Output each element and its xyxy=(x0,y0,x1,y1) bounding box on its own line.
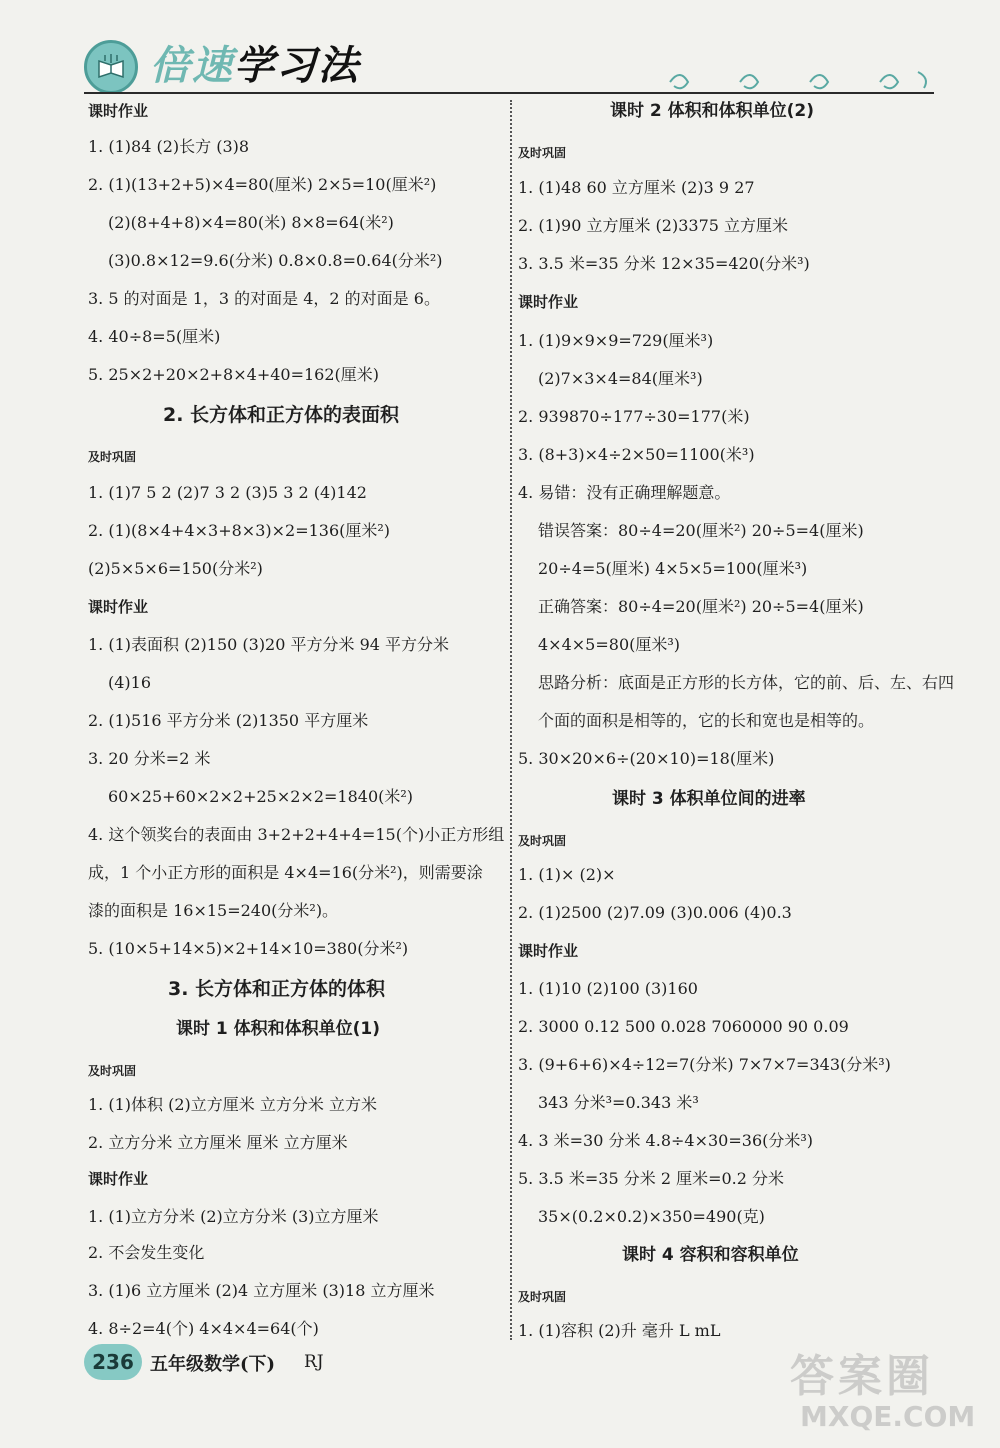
left-section-heading: 2. 长方体和正方体的表面积 xyxy=(163,404,400,426)
left-answer-line: 5. (10×5+14×5)×2+14×10=380(分米²) xyxy=(88,939,409,958)
right-answer-line: 4×4×5=80(厘米³) xyxy=(538,635,681,654)
brand-title xyxy=(150,34,360,91)
right-task-label: 课时作业 xyxy=(518,942,579,960)
right-answer-line: 20÷4=5(厘米) 4×5×5=100(厘米³) xyxy=(538,559,808,578)
right-answer-line: 3. (9+6+6)×4÷12=7(分米) 7×7×7=343(分米³) xyxy=(518,1055,891,1074)
brand-part1: 倍速 xyxy=(150,43,234,89)
right-answer-line: 35×(0.2×0.2)×350=490(克) xyxy=(538,1207,765,1226)
left-subsection-label: 及时巩固 xyxy=(88,1064,137,1078)
left-task-label: 课时作业 xyxy=(88,598,149,616)
page-header xyxy=(0,0,1000,100)
right-answer-line: 1. (1)× (2)× xyxy=(518,865,616,884)
right-section-heading: 课时 3 体积单位间的进率 xyxy=(612,789,806,809)
left-answer-line: (2)5×5×6=150(分米²) xyxy=(88,559,263,578)
watermark xyxy=(790,1340,990,1440)
left-answer-line: 3. 5 的对面是 1，3 的对面是 4，2 的对面是 6。 xyxy=(88,289,440,308)
left-section-heading: 课时 1 体积和体积单位(1) xyxy=(176,1019,381,1039)
right-answer-line: 3. 3.5 米=35 分米 12×35=420(分米³) xyxy=(518,254,810,273)
right-answer-line: 错误答案：80÷4=20(厘米²) 20÷5=4(厘米) xyxy=(538,521,864,540)
right-answer-line: (2)7×3×4=84(厘米³) xyxy=(538,369,703,388)
left-task-label: 课时作业 xyxy=(88,102,149,120)
watermark-title: 答案圈 xyxy=(790,1351,934,1402)
left-subsection-label: 及时巩固 xyxy=(88,450,137,464)
right-answer-line: 3. (8+3)×4÷2×50=1100(米³) xyxy=(518,445,755,464)
left-task-label: 课时作业 xyxy=(88,1170,149,1188)
right-answer-line: 5. 30×20×6÷(20×10)=18(厘米) xyxy=(518,749,775,768)
left-answer-line: 2. (1)(8×4+4×3+8×3)×2=136(厘米²) xyxy=(88,521,391,540)
left-answer-line: 2. 不会发生变化 xyxy=(88,1243,205,1262)
header-rule xyxy=(84,92,934,94)
left-answer-line: 漆的面积是 16×15=240(分米²)。 xyxy=(88,901,339,920)
left-answer-line: 1. (1)7 5 2 (2)7 3 2 (3)5 3 2 (4)142 xyxy=(88,483,367,502)
right-task-label: 课时作业 xyxy=(518,293,579,311)
edition-label: RJ xyxy=(304,1352,324,1372)
right-subsection-label: 及时巩固 xyxy=(518,834,567,848)
right-answer-line: 2. (1)90 立方厘米 (2)3375 立方厘米 xyxy=(518,216,789,235)
left-answer-line: 1. (1)体积 (2)立方厘米 立方分米 立方米 xyxy=(88,1095,377,1114)
left-answer-line: 2. (1)516 平方分米 (2)1350 平方厘米 xyxy=(88,711,369,730)
right-answer-line: 2. (1)2500 (2)7.09 (3)0.006 (4)0.3 xyxy=(518,903,792,922)
left-answer-line: 4. 40÷8=5(厘米) xyxy=(88,327,221,346)
right-answer-line: 2. 939870÷177÷30=177(米) xyxy=(518,407,750,426)
left-section-heading: 3. 长方体和正方体的体积 xyxy=(168,978,386,1000)
left-answer-line: (3)0.8×12=9.6(分米) 0.8×0.8=0.64(分米²) xyxy=(108,251,443,270)
book-logo-icon xyxy=(84,40,138,94)
right-answer-line: 2. 3000 0.12 500 0.028 7060000 90 0.09 xyxy=(518,1017,849,1036)
left-answer-line: 5. 25×2+20×2+8×4+40=162(厘米) xyxy=(88,365,380,384)
right-answer-line: 个面的面积是相等的，它的长和宽也是相等的。 xyxy=(538,711,875,730)
right-answer-line: 4. 易错：没有正确理解题意。 xyxy=(518,483,731,502)
left-answer-line: 1. (1)表面积 (2)150 (3)20 平方分米 94 平方分米 xyxy=(88,635,450,654)
right-answer-line: 1. (1)10 (2)100 (3)160 xyxy=(518,979,698,998)
right-answer-line: 思路分析：底面是正方形的长方体，它的前、后、左、右四 xyxy=(538,673,955,692)
page-footer xyxy=(84,1344,484,1384)
left-answer-line: 4. 8÷2=4(个) 4×4×4=64(个) xyxy=(88,1319,319,1338)
left-answer-line: 3. (1)6 立方厘米 (2)4 立方厘米 (3)18 立方厘米 xyxy=(88,1281,435,1300)
decorative-swirls xyxy=(660,62,940,102)
right-subsection-label: 及时巩固 xyxy=(518,1290,567,1304)
left-answer-line: 3. 20 分米=2 米 xyxy=(88,749,211,768)
left-answer-line: (4)16 xyxy=(108,673,152,692)
brand-part2: 学习法 xyxy=(234,43,360,89)
left-answer-line: 4. 这个领奖台的表面由 3+2+2+4+4=15(个)小正方形组 xyxy=(88,825,505,844)
left-answer-line: (2)(8+4+8)×4=80(米) 8×8=64(米²) xyxy=(108,213,394,232)
right-answer-line: 1. (1)9×9×9=729(厘米³) xyxy=(518,331,714,350)
book-title: 五年级数学(下) xyxy=(150,1354,276,1375)
right-section-heading: 课时 2 体积和体积单位(2) xyxy=(610,101,815,121)
left-answer-line: 60×25+60×2×2+25×2×2=1840(米²) xyxy=(108,787,414,806)
right-subsection-label: 及时巩固 xyxy=(518,146,567,160)
right-answer-line: 4. 3 米=30 分米 4.8÷4×30=36(分米³) xyxy=(518,1131,814,1150)
left-answer-line: 成，1 个小正方形的面积是 4×4=16(分米²)，则需要涂 xyxy=(88,863,483,882)
left-answer-line: 2. 立方分米 立方厘米 厘米 立方厘米 xyxy=(88,1133,348,1152)
right-answer-line: 5. 3.5 米=35 分米 2 厘米=0.2 分米 xyxy=(518,1169,785,1188)
left-answer-line: 2. (1)(13+2+5)×4=80(厘米) 2×5=10(厘米²) xyxy=(88,175,437,194)
watermark-url: MXQE.COM xyxy=(800,1400,976,1433)
right-answer-line: 正确答案：80÷4=20(厘米²) 20÷5=4(厘米) xyxy=(538,597,864,616)
left-answer-line: 1. (1)84 (2)长方 (3)8 xyxy=(88,137,250,156)
left-answer-line: 1. (1)立方分米 (2)立方分米 (3)立方厘米 xyxy=(88,1207,379,1226)
right-answer-line: 343 分米³=0.343 米³ xyxy=(538,1093,699,1112)
right-answer-line: 1. (1)容积 (2)升 毫升 L mL xyxy=(518,1321,721,1340)
column-divider xyxy=(510,100,513,1340)
right-answer-line: 1. (1)48 60 立方厘米 (2)3 9 27 xyxy=(518,178,755,197)
page-number: 236 xyxy=(84,1344,142,1380)
right-section-heading: 课时 4 容积和容积单位 xyxy=(622,1245,799,1265)
